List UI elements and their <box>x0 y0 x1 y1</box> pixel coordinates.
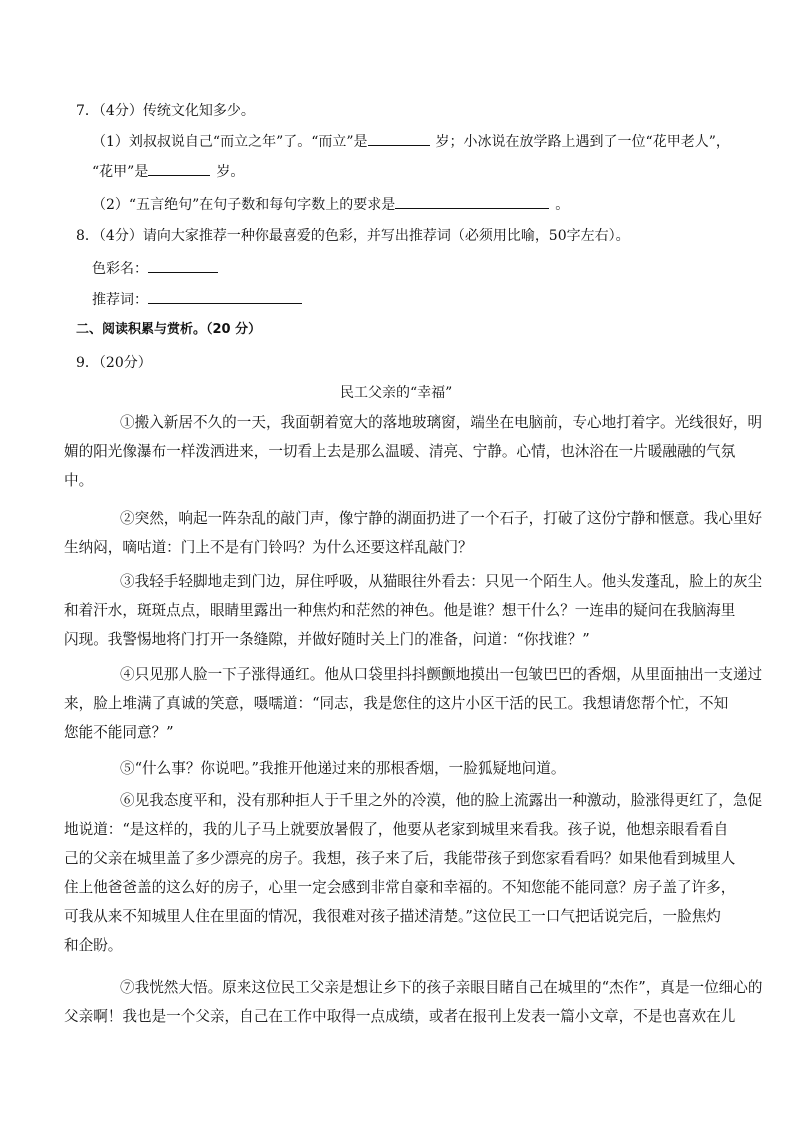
p6-line: 住上他爸爸盖的这么好的房子，心里一定会感到非常自豪和幸福的。不知您能不能同意？房子盖了许多， <box>64 879 736 896</box>
answer-blank-huajia[interactable] <box>148 161 210 176</box>
q7-part1-line1 <box>92 131 730 152</box>
paragraph-2 <box>64 504 763 562</box>
q8-rec-row <box>92 289 302 310</box>
p7-line: ⑦我恍然大悟。原来这位民工父亲是想让乡下的孩子亲眼目睹自己在城里的“杰作”，真是一位细心的 <box>120 979 763 996</box>
q7-part1-text-a: （1）刘叔叔说自己“而立之年”了。“而立”是 <box>92 134 368 150</box>
p4-line: 来，脸上堆满了真诚的笑意，嗫嚅道：“同志，我是您住的这片小区干活的民工。我想请您帮个忙，不知 <box>64 695 729 712</box>
p6-line: 可我从来不知城里人住在里面的情况，我很难对孩子描述清楚。”这位民工一口气把话说完后，一脸焦灼 <box>64 908 721 925</box>
q7-part1-text-d: 岁。 <box>216 164 245 180</box>
q7-part1-text-c: “花甲”是 <box>92 164 149 180</box>
recommend-blank[interactable] <box>148 289 302 304</box>
p6-line: 地说道：“是这样的，我的儿子马上就要放暑假了，他要从老家到城里来看我。孩子说，他想亲眼看看自 <box>64 821 729 838</box>
q7-part2-text-b: 。 <box>555 197 570 213</box>
paragraph-6 <box>64 786 763 960</box>
answer-blank-erli[interactable] <box>368 131 430 146</box>
paragraph-7 <box>64 973 763 1031</box>
q7-title: 7．（4分）传统文化知多少。 <box>76 103 255 119</box>
q8-title: 8．（4分）请向大家推荐一种你最喜爱的色彩，并写出推荐词（必须用比喻，50字左右）。 <box>76 228 630 244</box>
paragraph-4 <box>64 660 763 747</box>
p5-line: ⑤“什么事？你说吧。”我推开他递过来的那根香烟，一脸狐疑地问道。 <box>120 760 566 777</box>
p6-line: 己的父亲在城里盖了多少漂亮的房子。我想，孩子来了后，我能带孩子到您家看看吗？如果他看到城里人 <box>64 850 736 867</box>
recommend-label: 推荐词： <box>92 292 148 308</box>
p1-line: 中。 <box>64 472 94 489</box>
p6-line: ⑥见我态度平和，没有那种拒人于千里之外的冷漠，他的脸上流露出一种激动，脸涨得更红了，急促 <box>120 792 763 809</box>
q7-part2-text-a: （2）“五言绝句”在句子数和每句字数上的要求是 <box>92 197 396 213</box>
p3-line: 和着汗水，斑斑点点，眼睛里露出一种焦灼和茫然的神色。他是谁？想干什么？一连串的疑问在我脑海里 <box>64 602 736 619</box>
p3-line: 闪现。我警惕地将门打开一条缝隙，并做好随时关上门的准备，问道：“你找谁？” <box>64 631 590 648</box>
answer-blank-wuyan[interactable] <box>395 194 549 209</box>
p6-line: 和企盼。 <box>64 937 123 954</box>
p1-line: 媚的阳光像瀑布一样泼洒进来，一切看上去是那么温暖、清亮、宁静。心情，也沐浴在一片暖融融的气氛 <box>64 443 736 460</box>
q7-part1-line2 <box>92 161 244 182</box>
color-name-label: 色彩名： <box>92 261 148 277</box>
section-heading: 二、阅读积累与赏析。（20 分） <box>76 322 262 337</box>
q7-part2-line <box>92 194 569 215</box>
paragraph-1 <box>64 408 763 495</box>
p3-line: ③我轻手轻脚地走到门边，屏住呼吸，从猫眼往外看去：只见一个陌生人。他头发蓬乱，脸上的灰尘 <box>120 573 763 590</box>
p7-line: 父亲啊！我也是一个父亲，自己在工作中取得一点成绩，或者在报刊上发表一篇小文章，不是也喜欢在儿 <box>64 1008 736 1025</box>
paragraph-3 <box>64 567 763 654</box>
p1-line: ①搬入新居不久的一天，我面朝着宽大的落地玻璃窗，端坐在电脑前，专心地打着字。光线很好，明 <box>120 414 763 431</box>
p2-line: ②突然，响起一阵杂乱的敲门声，像宁静的湖面扔进了一个石子，打破了这份宁静和惬意。我心里好 <box>120 510 763 527</box>
paragraph-5 <box>92 754 720 783</box>
p4-line: ④只见那人脸一下子涨得通红。他从口袋里抖抖颤颤地摸出一包皱巴巴的香烟，从里面抽出一支递过 <box>120 666 763 683</box>
q9-title: 9．（20分） <box>76 355 152 371</box>
q7-part1-text-b: 岁；小冰说在放学路上遇到了一位“花甲老人”， <box>435 134 730 150</box>
p4-line: 您能不能同意？” <box>64 724 174 741</box>
passage-title: 民工父亲的“幸福” <box>340 385 453 401</box>
q8-color-row <box>92 258 218 279</box>
p2-line: 生纳闷，嘀咕道：门上不是有门铃吗？为什么还要这样乱敲门？ <box>64 539 473 556</box>
color-name-blank[interactable] <box>148 258 218 273</box>
